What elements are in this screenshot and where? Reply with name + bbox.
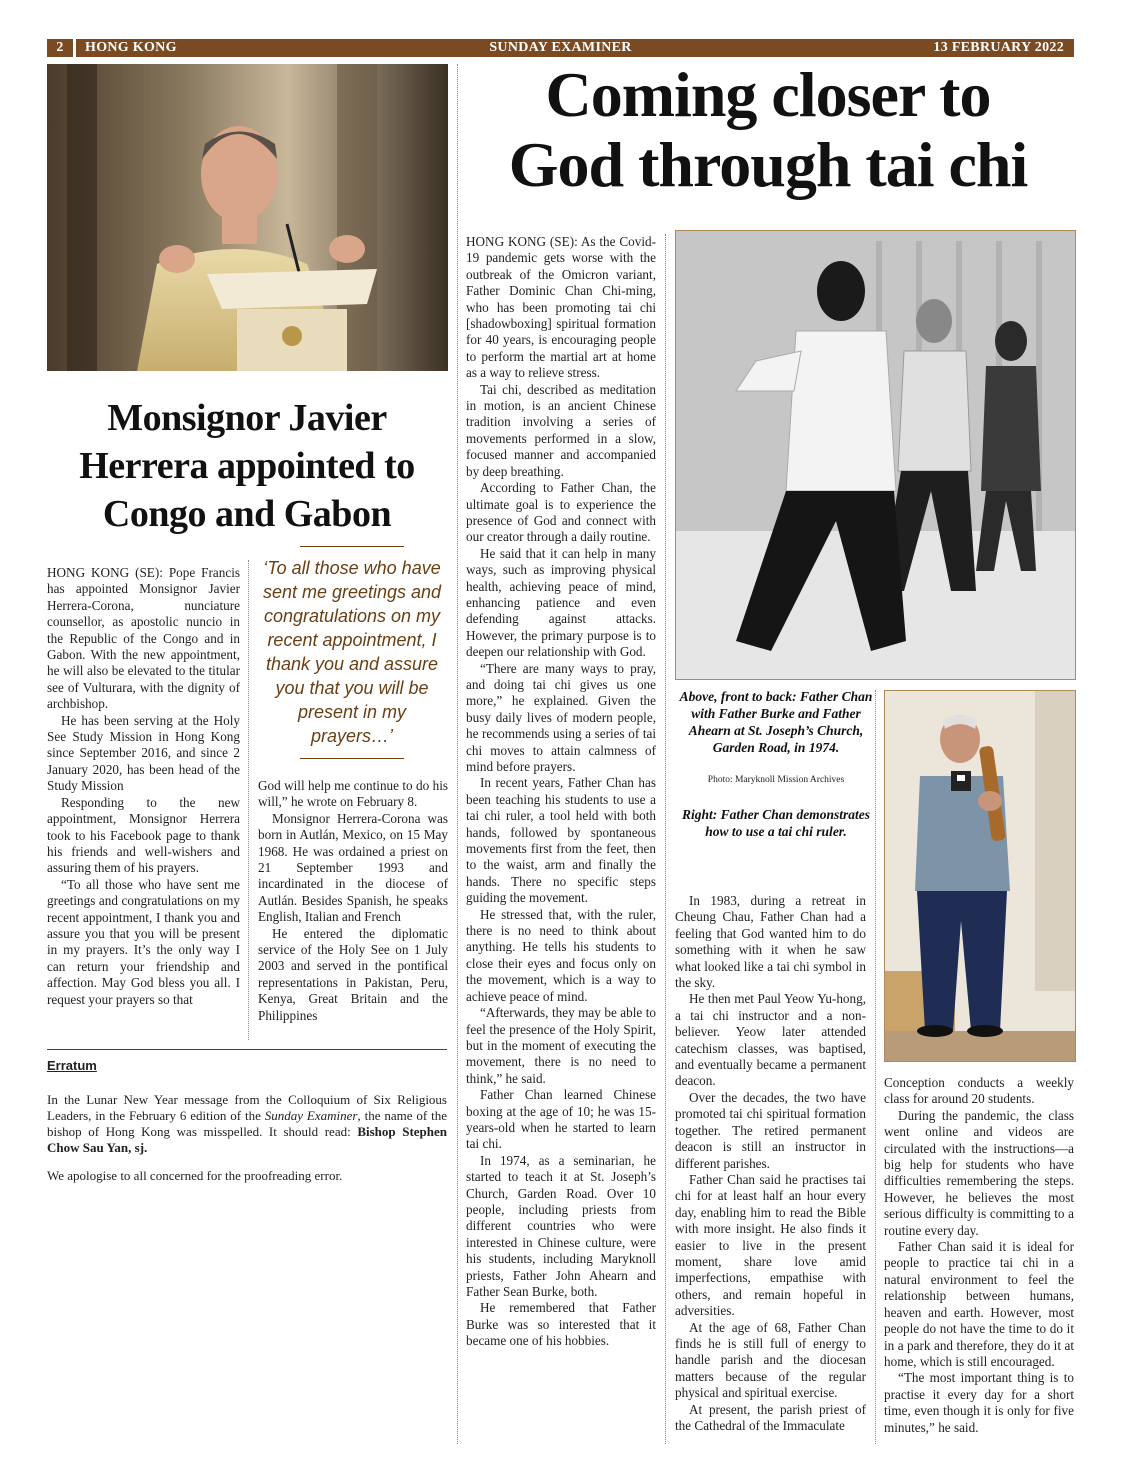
- paragraph: Father Chan said it is ideal for people to practice tai chi in a natural environment to feel the relationship between humans, heaven and earth. However, most people do not have the time to do it in a park and therefore, they do it at home, which is still encouraged.: [884, 1239, 1074, 1369]
- side-story-column-1: [47, 565, 240, 1008]
- erratum-body: [47, 1092, 447, 1196]
- paragraph: “The most important thing is to practise it every day for a short time, even though it is only for five minutes,” he said.: [884, 1370, 1074, 1435]
- erratum-heading: Erratum: [47, 1058, 97, 1073]
- side-headline-line: Congo and Gabon: [102, 493, 392, 535]
- paragraph: In recent years, Father Chan has been teaching his students to use a tai chi ruler, a tool held with both hands, followed by spontaneous movements first from the feet, then to the waist, arm and finally the hands. There no specific steps guiding the movement.: [466, 775, 656, 906]
- page-header-bar: [47, 39, 1074, 57]
- issue-date: 13 FEBRUARY 2022: [933, 40, 1064, 55]
- paragraph: Father Chan said he practises tai chi for at least half an hour every day, enabling him to read the Bible with more insight. He also finds it easier to live in the present moment, share love amid imperfections, empathise with others, and remain hopeful in adversities.: [675, 1171, 866, 1319]
- paragraph: At the age of 68, Father Chan finds he is still full of energy to handle parish and the diocesan matters because of the regular physical and spiritual exercise.: [675, 1319, 866, 1401]
- side-headline-line: Herrera appointed to: [79, 445, 415, 487]
- paragraph: During the pandemic, the class went online and videos are circulated with the instructions—a big help for students who have difficulties remembering the steps. However, he believes the most serious difficulty is committing to a routine every day.: [884, 1107, 1074, 1238]
- erratum-publication: Sunday Examiner: [264, 1108, 358, 1123]
- photo-caption-2: Right: Father Chan demonstrates how to use a tai chi ruler.: [682, 807, 870, 839]
- paragraph: At present, the parish priest of the Cathedral of the Immaculate: [675, 1401, 866, 1433]
- photo-credit: Photo: Maryknoll Mission Archives: [707, 775, 845, 785]
- erratum-rule: [47, 1049, 447, 1050]
- quote-rule-bottom: [300, 758, 404, 759]
- paragraph: He then met Paul Yeow Yu-hong, a tai chi instructor and a non-believer. Yeow later attended catechism classes, was baptised, and eventually became a permanent deacon.: [675, 991, 866, 1089]
- paragraph: HONG KONG (SE): Pope Francis has appointed Monsignor Javier Herrera-Corona, nunciature counsellor, as apostolic nuncio in the Republic of the Congo and in Gabon. With the new appointment, he will also be elevated to the titular see of Vulturara, with the dignity of archbishop.: [47, 565, 240, 712]
- main-headline: [462, 60, 1074, 200]
- paragraph: Over the decades, the two have promoted tai chi spiritual formation together. The retired permanent deacon is still an instructor in different parishes.: [675, 1089, 866, 1171]
- main-story-column-1: [466, 234, 656, 1350]
- paragraph: Conception conducts a weekly class for around 20 students.: [884, 1075, 1074, 1107]
- tai-chi-1974-image: [676, 231, 1075, 679]
- monsignor-photo: [47, 64, 448, 371]
- paragraph: God will help me continue to do his will,” he wrote on February 8.: [258, 778, 448, 810]
- side-story-headline: [47, 394, 447, 538]
- paragraph: According to Father Chan, the ultimate goal is to experience the presence of God and connect with our creator through a daily routine.: [466, 480, 656, 545]
- father-chan-ruler-image: [885, 691, 1075, 1061]
- erratum-text: , the name of the bishop of Hong Kong was misspelled. It should read:: [47, 1108, 447, 1139]
- page-number: 2: [47, 39, 76, 57]
- main-story-column-3: [884, 1075, 1074, 1436]
- publication-name: SUNDAY EXAMINER: [489, 40, 632, 55]
- paragraph: HONG KONG (SE): As the Covid-19 pandemic gets worse with the outbreak of the Omicron variant, Father Dominic Chan Chi-ming, who has been promoting tai chi [shadowboxing] spiritual formation for 40 years, is encouraging people to perform the martial art at home as a way to relieve stress.: [466, 234, 656, 381]
- paragraph: He entered the diplomatic service of the Holy See on 1 July 2003 and served in the pontifical representations in Pakistan, Peru, Kenya, Great Britain and the Philippines: [258, 925, 448, 1023]
- main-headline-line: Coming closer to: [545, 59, 991, 130]
- paragraph: “There are many ways to pray, and doing tai chi gives us one more,” he explained. Given the busy daily lives of modern people, he recommends using a series of tai chi moves to attain calmness of mind before prayers.: [466, 660, 656, 774]
- main-story-column-2: [675, 893, 866, 1434]
- father-chan-ruler-photo: [884, 690, 1076, 1062]
- paragraph: He remembered that Father Burke was so interested that it became one of his hobbies.: [466, 1300, 656, 1349]
- erratum-correction: Bishop Stephen Chow Sau Yan, sj.: [47, 1124, 447, 1155]
- section-name: HONG KONG: [85, 40, 177, 55]
- main-headline-line: God through tai chi: [508, 129, 1028, 200]
- paragraph: Father Chan learned Chinese boxing at the age of 10; he was 15-years-old when he started to learn tai chi.: [466, 1087, 656, 1152]
- tai-chi-1974-photo: [675, 230, 1076, 680]
- paragraph: “To all those who have sent me greetings and congratulations on my recent appointment, I thank you and assure you that you will be present in my prayers. It’s the only way I can return your friendship and affection. May God bless you all. I request your prayers so that: [47, 876, 240, 1007]
- paragraph: He has been serving at the Holy See Study Mission in Hong Kong since September 2016, and since 2 January 2020, has been head of the Study Mission: [47, 712, 240, 794]
- monsignor-photo-image: [47, 64, 448, 371]
- paragraph: “Afterwards, they may be able to feel the presence of the Holy Spirit, but in the moment of executing the movement, there is no need to think,” he said.: [466, 1005, 656, 1086]
- paragraph: In 1983, during a retreat in Cheung Chau, Father Chan had a feeling that God wanted him to do something with it when he saw what looked like a tai chi symbol in the sky.: [675, 893, 866, 991]
- column-divider: [248, 560, 249, 1040]
- paragraph: In 1974, as a seminarian, he started to teach it at St. Joseph’s Church, Garden Road. Over 10 people, including priests from different countries who were interested in Chinese culture, were his students, including Maryknoll priests, Father John Ahearn and Father Sean Burke, both.: [466, 1152, 656, 1299]
- erratum-text: In the Lunar New Year message from the Colloquium of Six Religious Leaders, in the February 6 edition of the: [47, 1092, 447, 1123]
- side-story-column-2: [258, 778, 448, 1024]
- quote-rule-top: [300, 546, 404, 547]
- paragraph: He stressed that, with the ruler, there is no need to think about anything. He tells his students to close their eyes and focus only on the movement, which is a way to achieve peace of mind.: [466, 906, 656, 1004]
- side-headline-line: Monsignor Javier: [107, 397, 387, 439]
- erratum-paragraph: [47, 1092, 447, 1156]
- erratum-apology: We apologise to all concerned for the proofreading error.: [47, 1168, 343, 1183]
- pull-quote: ‘To all those who have sent me greetings and congratulations on my recent appointment, I thank you and assure you that you will be present in my prayers…’: [262, 558, 442, 746]
- paragraph: Tai chi, described as meditation in motion, is an ancient Chinese tradition involving a series of movements performed in a slow, focused manner and accompanied by deep breathing.: [466, 381, 656, 479]
- column-divider: [457, 64, 458, 1444]
- paragraph: Monsignor Herrera-Corona was born in Autlán, Mexico, on 15 May 1968. He was ordained a priest on 21 September 1993 and incardinated in the diocese of Autlán. Besides Spanish, he speaks English, Italian and French: [258, 810, 448, 925]
- paragraph: He said that it can help in many ways, such as improving physical health, achieving peace of mind, enhancing patience and even defending against attacks. However, the primary purpose is to deepen our relationship with God.: [466, 545, 656, 660]
- column-divider: [665, 234, 666, 1444]
- column-divider: [875, 690, 876, 1444]
- photo-caption-1: Above, front to back: Father Chan with Father Burke and Father Ahearn at St. Joseph’s Church, Garden Road, in 1974.: [679, 689, 873, 755]
- paragraph: Responding to the new appointment, Monsignor Herrera took to his Facebook page to thank his friends and well-wishers and assuring them of his prayers.: [47, 794, 240, 876]
